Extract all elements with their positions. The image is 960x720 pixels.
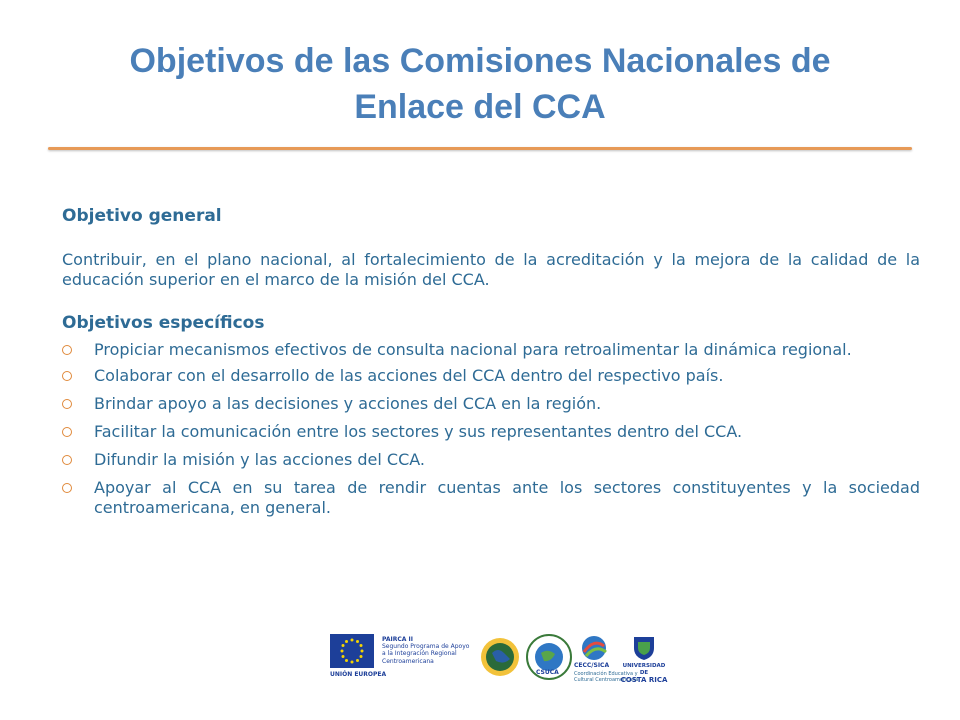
- pairca-line: a la Integración Regional: [382, 650, 457, 658]
- pairca-title: PAIRCA II: [382, 636, 413, 643]
- specific-heading: Objetivos específicos: [62, 313, 265, 333]
- specific-item-text: Colaborar con el desarrollo de las acciones del CCA dentro del respectivo país.: [94, 366, 724, 385]
- specific-item-text: Apoyar al CCA en su tarea de rendir cuentas ante los sectores constituyentes y la sociedad centroamericana, en general.: [94, 478, 920, 517]
- csuca-caption: CSUCA: [536, 669, 559, 676]
- eu-flag-icon: [330, 634, 374, 668]
- pairca-line: Segundo Programa de Apoyo: [382, 643, 470, 651]
- ucr-name: [619, 663, 669, 684]
- pairca-line: Centroamericana: [382, 657, 434, 665]
- specific-item-text: Brindar apoyo a las decisiones y acciones del CCA en la región.: [94, 394, 602, 413]
- slide-body: [62, 205, 920, 526]
- slide-title-line1: Objetivos de las Comisiones Nacionales de: [129, 42, 831, 80]
- specific-list: [62, 340, 920, 518]
- specific-item-text: Difundir la misión y las acciones del CCA.: [94, 450, 425, 469]
- bullet-icon: [62, 345, 72, 355]
- specific-item: [62, 366, 920, 386]
- specific-item: [62, 394, 920, 414]
- eu-caption: UNIÓN EUROPEA: [330, 671, 387, 678]
- general-text: Contribuir, en el plano nacional, al fortalecimiento de la acreditación y la mejora de la calidad de la educación superior en el marco de la misión del CCA.: [62, 250, 920, 289]
- bullet-icon: [62, 371, 72, 381]
- specific-item: [62, 478, 920, 518]
- ucr-line2: COSTA RICA: [620, 676, 668, 684]
- specific-item: [62, 450, 920, 470]
- cecc-sub: Cultural Centroamericana: [574, 677, 639, 683]
- specific-item-text: Propiciar mecanismos efectivos de consulta nacional para retroalimentar la dinámica regional.: [94, 340, 852, 359]
- general-heading: Objetivo general: [62, 206, 222, 226]
- specific-item: [62, 422, 920, 442]
- cecc-sub: Coordinación Educativa y: [574, 671, 638, 677]
- bullet-icon: [62, 399, 72, 409]
- specific-item: [62, 340, 920, 360]
- bullet-icon: [62, 427, 72, 437]
- cca-seal-icon: [480, 637, 520, 681]
- csuca-logo-icon: [526, 634, 572, 684]
- bullet-icon: [62, 483, 72, 493]
- title-underline: [48, 147, 912, 150]
- slide-title: [60, 38, 900, 130]
- ucr-line1: UNIVERSIDAD DE: [622, 663, 666, 676]
- specific-item-text: Facilitar la comunicación entre los sectores y sus representantes dentro del CCA.: [94, 422, 743, 441]
- pairca-logo-text: [382, 636, 482, 665]
- cecc-title: CECC/SICA: [574, 662, 610, 669]
- slide-title-line2: Enlace del CCA: [354, 88, 606, 126]
- ucr-shield-icon: [630, 634, 658, 666]
- bullet-icon: [62, 455, 72, 465]
- partner-logos: [330, 634, 670, 684]
